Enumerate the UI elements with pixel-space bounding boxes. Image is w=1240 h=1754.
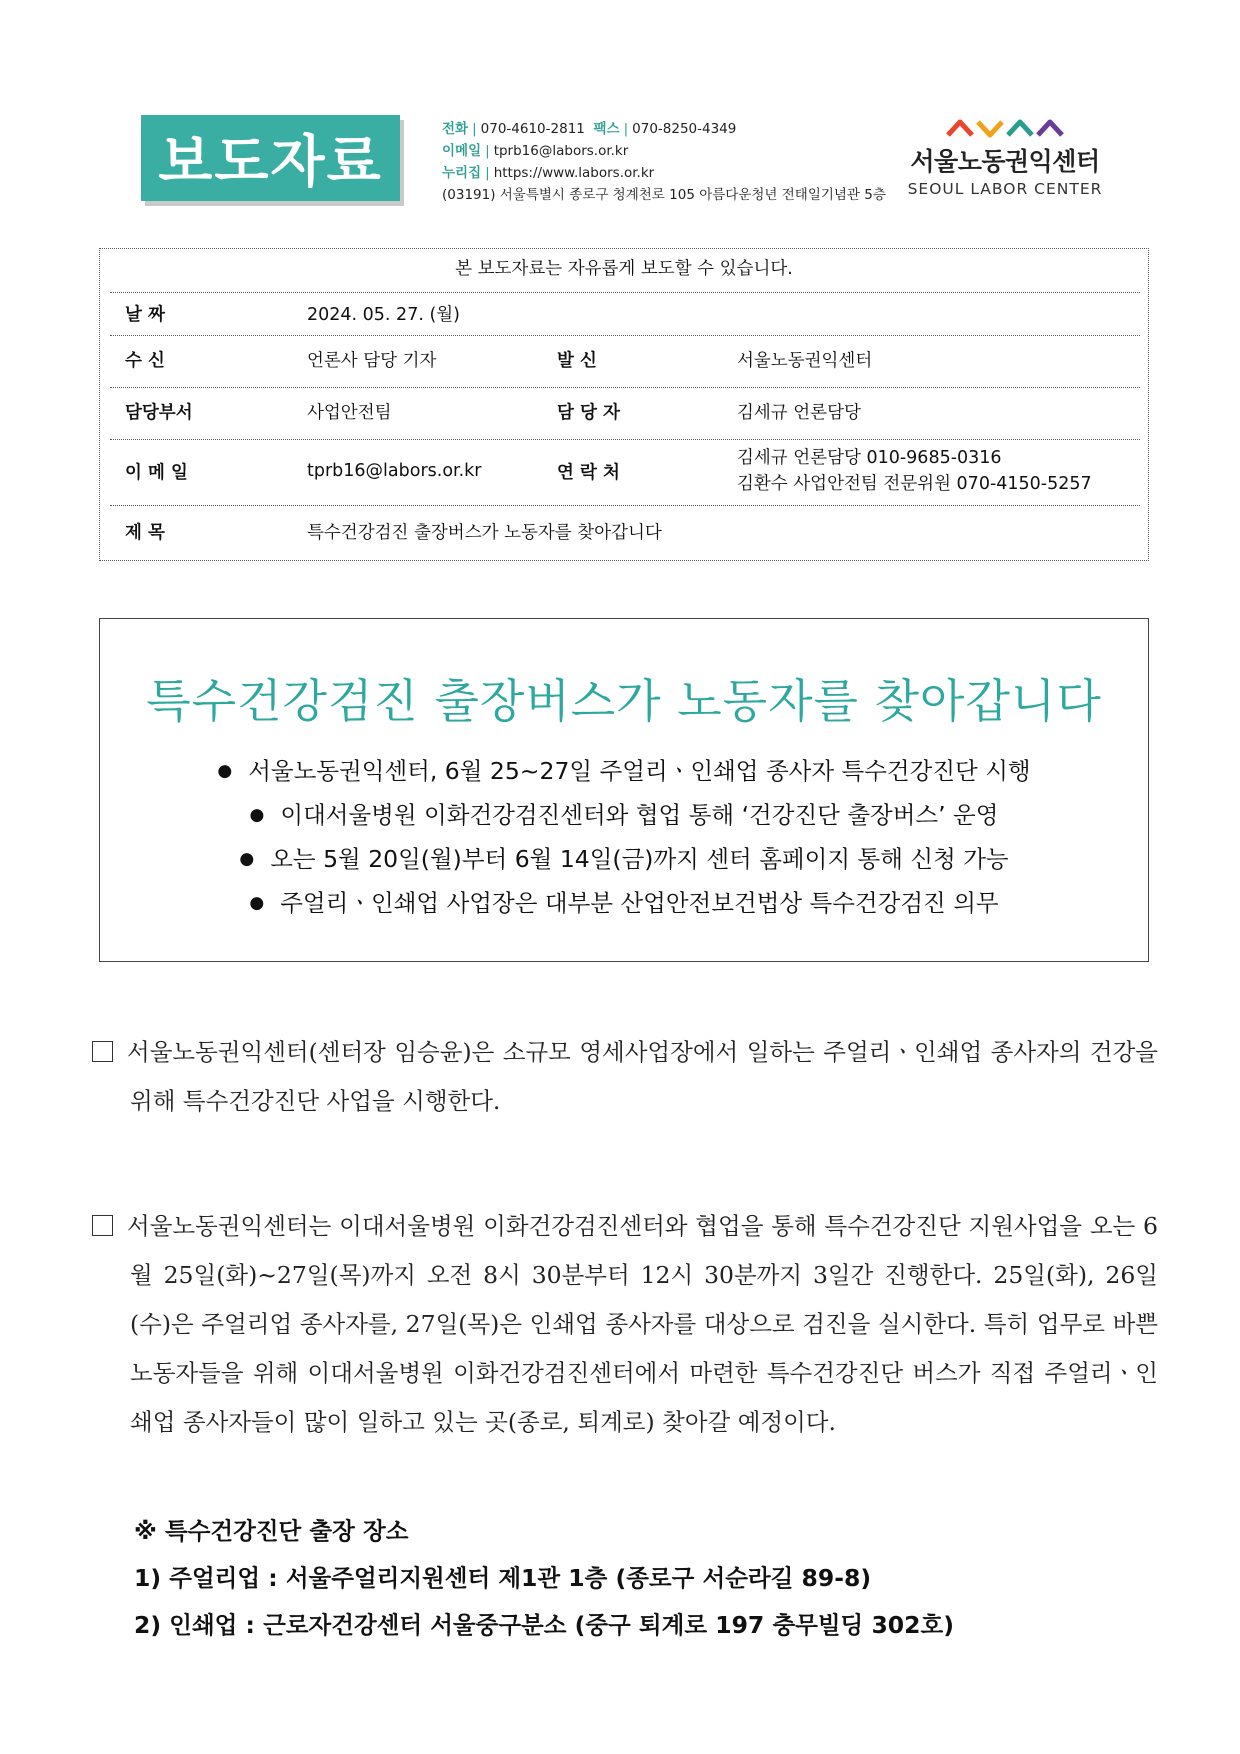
checkbox-bullet-icon: [92, 1041, 113, 1062]
info-row-contact: [110, 439, 1140, 502]
contact-line-1: 김세규 언론담당 010-9685-0316: [737, 448, 1002, 468]
headline: 특수건강검진 출장버스가 노동자를 찾아갑니다: [146, 674, 1102, 728]
mail-label: 이 메 일: [125, 462, 188, 483]
summary-bullet: ● 주얼리ㆍ인쇄업 사업장은 대부분 산업안전보건법상 특수건강검진 의무: [249, 889, 999, 917]
subject-label: 제 목: [125, 522, 165, 543]
bus-location-1: 1) 주얼리업 : 서울주얼리지원센터 제1관 1층 (종로구 서순라길 89-8): [134, 1564, 872, 1592]
body-paragraph-1: 서울노동권익센터(센터장 임승윤)은 소규모 영세사업장에서 일하는 주얼리ㆍ인쇄업 종사자의 건강을 위해 특수건강진단 사업을 시행한다.: [92, 1028, 1158, 1126]
date-value: 2024. 05. 27. (월): [307, 304, 461, 325]
person-label: 담 당 자: [557, 402, 620, 423]
contact-web-line: 누리집 | https://www.labors.or.kr: [442, 165, 655, 181]
info-row-dept: [110, 387, 1140, 434]
contact-phone-line: 전화 | 070-4610-2811 팩스 | 070-8250-4349: [442, 121, 737, 137]
press-release-badge: 보도자료: [141, 115, 400, 201]
contact-email-link[interactable]: tprb16@labors.or.kr: [493, 143, 629, 159]
logo-chevrons-icon: [946, 118, 1064, 138]
mail-value[interactable]: tprb16@labors.or.kr: [307, 461, 482, 481]
subject-value: 특수건강검진 출장버스가 노동자를 찾아갑니다: [307, 522, 662, 543]
free-reporting-notice: 본 보도자료는 자유롭게 보도할 수 있습니다.: [455, 259, 793, 279]
info-row-date: [110, 292, 1140, 333]
from-label: 발 신: [557, 350, 597, 371]
seoul-labor-center-logo: [900, 118, 1110, 198]
date-label: 날 짜: [125, 304, 165, 325]
info-row-subject: [110, 505, 1140, 556]
contact-block: [442, 118, 886, 206]
contact-values: [737, 440, 1092, 502]
bullet-icon: ●: [239, 849, 255, 869]
to-value: 언론사 담당 기자: [307, 350, 437, 371]
summary-bullet: ● 서울노동권익센터, 6월 25~27일 주얼리ㆍ인쇄업 종사자 특수건강진단 시행: [217, 757, 1031, 785]
dept-value: 사업안전팀: [307, 402, 392, 423]
summary-bullet: ● 오는 5월 20일(월)부터 6월 14일(금)까지 센터 홈페이지 통해 신청 가능: [239, 845, 1009, 873]
release-info-table: [99, 248, 1149, 561]
bullet-icon: ●: [249, 893, 265, 913]
to-label: 수 신: [125, 350, 165, 371]
summary-bullets: [100, 749, 1148, 925]
contact-label: 연 락 처: [557, 462, 620, 483]
contact-email-line: 이메일 | tprb16@labors.or.kr: [442, 143, 629, 159]
bullet-icon: ●: [249, 805, 265, 825]
contact-address: (03191) 서울특별시 종로구 청계천로 105 아름다운청년 전태일기념관 5층: [442, 187, 886, 203]
dept-label: 담당부서: [125, 402, 193, 423]
logo-korean-name: 서울노동권익센터: [910, 147, 1100, 176]
info-row-to-from: [110, 335, 1140, 382]
summary-box: [99, 618, 1149, 962]
contact-web-link[interactable]: https://www.labors.or.kr: [493, 165, 655, 181]
checkbox-bullet-icon: [92, 1215, 113, 1236]
contact-line-2: 김환수 사업안전팀 전문위원 070-4150-5257: [737, 474, 1092, 494]
bus-locations: [134, 1508, 954, 1649]
bus-location-2: 2) 인쇄업 : 근로자건강센터 서울중구분소 (중구 퇴계로 197 충무빌딩 302호): [134, 1611, 954, 1639]
from-value: 서울노동권익센터: [737, 350, 873, 371]
logo-english-name: SEOUL LABOR CENTER: [907, 180, 1103, 198]
bullet-icon: ●: [217, 761, 233, 781]
person-value: 김세규 언론담당: [737, 402, 861, 423]
summary-bullet: ● 이대서울병원 이화건강검진센터와 협업 통해 ‘건강진단 출장버스’ 운영: [249, 801, 999, 829]
bus-locations-title: ※ 특수건강진단 출장 장소: [134, 1517, 409, 1545]
body-paragraph-2: 서울노동권익센터는 이대서울병원 이화건강검진센터와 협업을 통해 특수건강진단 지원사업을 오는 6월 25일(화)~27일(목)까지 오전 8시 30분부터 12시 30분까지 3일간 진행한다. 25일(화), 26일(수)은 주얼리업 종사자를, 27일(목)은 인쇄업 종사자를 대상으로 검진을 실시한다. 특히 업무로 바쁜 노동자들을 위해 이대서울병원 이화건강검진센터에서 마련한 특수건강진단 버스가 직접 주얼리ㆍ인쇄업 종사자들이 많이 일하고 있는 곳(종로, 퇴계로) 찾아갈 예정이다.: [92, 1202, 1158, 1447]
